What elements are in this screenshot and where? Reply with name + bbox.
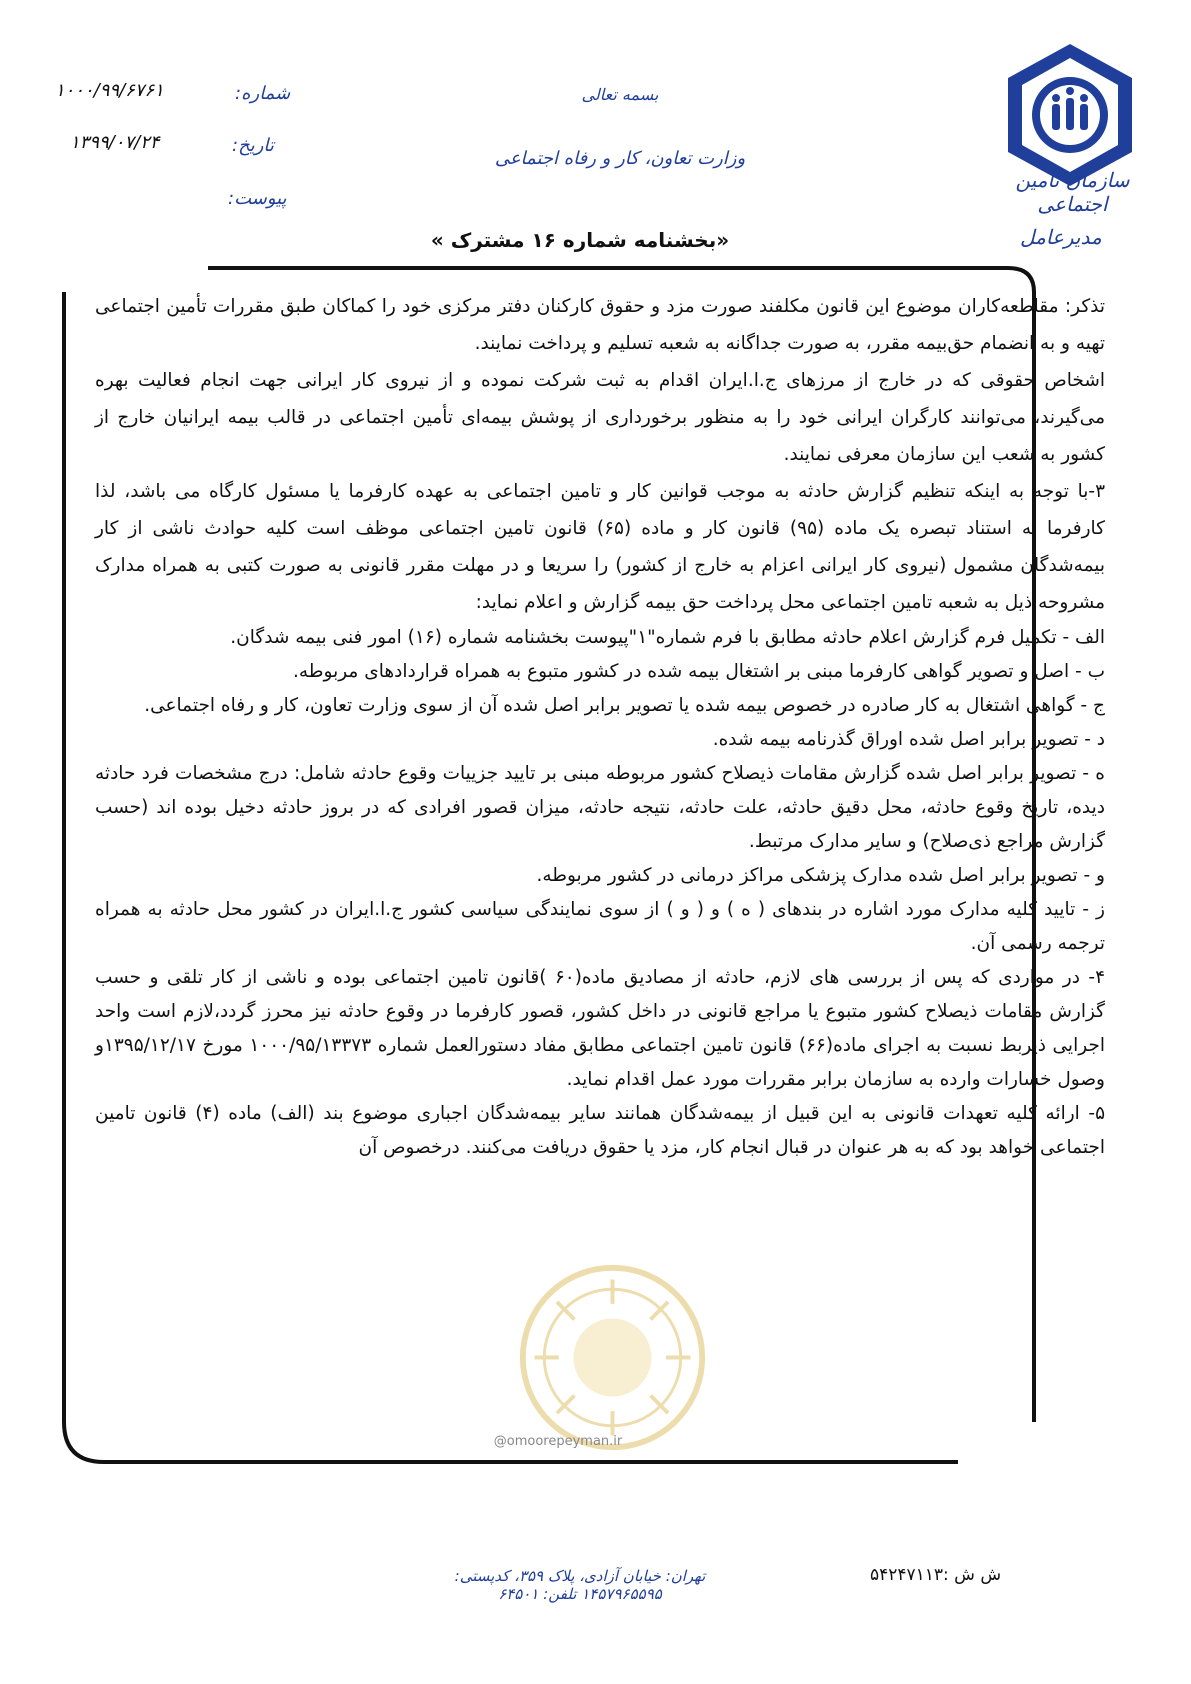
list-item-vav: و - تصویر برابر اصل شده مدارک پزشکی مراکز درمانی در کشور مربوطه. [536,865,1105,886]
list-item-ze: ز - تایید کلیه مدارک مورد اشاره در بندهای ( ه ) و ( و ) از سوی نمایندگی سیاسی کشور ج.ا.ایران در کشور محل حادثه به همراه ترجمه رسمی آن. [95,899,1105,954]
date-label: تاریخ: [232,135,274,156]
date-value: ۱۳۹۹/۰۷/۲۴ [70,132,160,153]
number-label: شماره: [235,83,291,104]
watermark-site-text: @omoorepeyman.ir [493,1434,623,1449]
paragraph-note: تذکر: مقاطعه‌کاران موضوع این قانون مکلفند صورت مزد و حقوق کارکنان دفتر مرکزی خود را کماکان طبق مقررات تأمین اجتماعی تهیه و به انضمام حق‌بیمه مقرر، به صورت جداگانه به شعبه تسلیم و پرداخت نمایند. [95,296,1105,354]
paragraph-legal-entities: اشخاص حقوقی که در خارج از مرزهای ج.ا.ایران اقدام به ثبت شرکت نموده و از نیروی کار ایرانی جهت انجام فعالیت بهره می‌گیرند، می‌توانند کارگران ایرانی خود را به منظور برخورداری از پوشش بیمه‌ای تأمین اجتماعی در قالب بیمه ایرانیان خارج از کشور به شعب این سازمان معرفی نمایند. [95,370,1105,465]
department-label: مدیرعامل [1020,225,1102,249]
watermark-seal-icon [515,1260,710,1455]
bismillah-heading: بسمه تعالی [581,85,659,104]
footer-address: تهران: خیابان آزادی، پلاک ۳۵۹، کدپستی: ۱۴۵۷۹۶۵۵۹۵ تلفن: ۶۴۵۰۱ [454,1567,706,1603]
paragraph-item-4: ۴- در مواردی که پس از بررسی های لازم، حادثه از مصادیق ماده(۶۰ )قانون تامین اجتماعی بوده و ناشی از کار تلقی و حسب گزارش مقامات ذیصلاح کشور متبوع یا مراجع قانونی در داخل کشور، قصور کارفرما در وقوع حادثه نیز محرز گردد،لازم است واحد اجرایی ذیربط نسبت به اجرای ماده(۶۶) قانون تامین اجتماعی مطابق مفاد دستورالعمل شماره ۱۰۰۰/۹۵/۱۳۳۷۳ مورخ ۱۳۹۵/۱۲/۱۷و وصول خسارات وارده به سازمان برابر مقررات مورد عمل اقدام نماید. [95,967,1106,1090]
document-body [95,288,1105,1165]
logo-caption: سازمان تأمین اجتماعی [1015,168,1130,216]
number-value: ۱۰۰۰/۹۹/۶۷۶۱ [55,80,164,101]
paragraph-item-3: ۳-با توجه به اینکه تنظیم گزارش حادثه به موجب قوانین کار و تامین اجتماعی به عهده کارفرما یا مسئول کارگاه می باشد، لذا کارفرما به استناد تبصره یک ماده (۹۵) قانون کار و ماده (۶۵) قانون تامین اجتماعی موظف است کلیه حوادث ناشی از کار بیمه‌شدگان مشمول (نیروی کار ایرانی اعزام به خارج از کشور) را سریعا و در مهلت مقرر قانونی به صورت کتبی به همراه مدارک مشروحه ذیل به شعبه تامین اجتماعی محل پرداخت حق بیمه گزارش و اعلام نماید: [95,481,1105,613]
paragraph-item-5: ۵- ارائه کلیه تعهدات قانونی به این قبیل از بیمه‌شدگان همانند سایر بیمه‌شدگان اجباری موضوع بند (الف) ماده (۴) قانون تامین اجتماعی خواهد بود که به هر عنوان در قبال انجام کار، مزد یا حقوق دریافت می‌کنند. درخصوص آن [95,1103,1105,1158]
list-item-jim: ج - گواهی اشتغال به کار صادره در خصوص بیمه شده یا تصویر برابر اصل شده آن از سوی وزارت تعاون، کار و رفاه اجتماعی. [144,695,1105,716]
footer-id-code: ش ش :۵۴۲۴۷۱۱۳ [870,1565,1002,1585]
list-item-dal: د - تصویر برابر اصل شده اوراق گذرنامه بیمه شده. [712,729,1105,750]
attachment-label: پیوست: [228,188,287,209]
list-item-be: ب - اصل و تصویر گواهی کارفرما مبنی بر اشتغال بیمه شده در کشور متبوع به همراه قراردادهای مربوطه. [293,661,1105,682]
list-item-he: ه - تصویر برابر اصل شده گزارش مقامات ذیصلاح کشور مربوطه مبنی بر تایید جزییات وقوع حادثه شامل: درج مشخصات فرد حادثه دیده، تاریخ وقوع حادثه، محل دقیق حادثه، علت حادثه، نتیجه حادثه، میزان قصور افرادی که در بروز حادثه دخیل بوده اند (حسب گزارش مراجع ذی‌صلاح) و سایر مدارک مرتبط. [95,763,1105,852]
list-item-alef: الف - تکمیل فرم گزارش اعلام حادثه مطابق با فرم شماره"۱"پیوست بخشنامه شماره (۱۶) امور فنی بیمه شدگان. [230,627,1105,648]
ministry-heading: وزارت تعاون، کار و رفاه اجتماعی [494,148,746,169]
circular-title: «بخشنامه شماره ۱۶ مشترک » [430,228,730,252]
